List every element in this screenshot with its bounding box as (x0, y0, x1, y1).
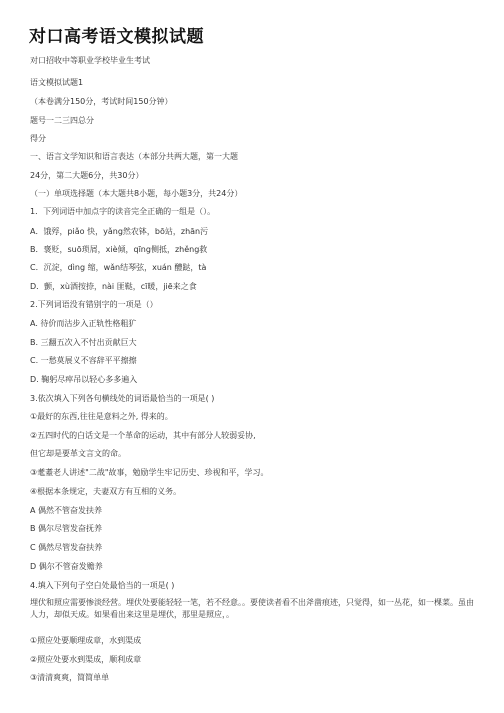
option-b: B．褒贬，suō琐屑，xiè倾，qīng侧抵，zhěng救 (30, 245, 208, 254)
sentence-4: ④根据本条规定，夫妻双方有互相的义务。 (30, 487, 182, 496)
option-c: C 偶然尽管发奋扶养 (30, 543, 103, 552)
option-a: A 偶然不管奋发扶养 (30, 506, 103, 515)
choice-1: ①照应处要顺理成章，水到渠成 (30, 636, 142, 645)
text-line: 题号一二三四总分 (30, 116, 94, 125)
option-b: B. 三翻五次入不忖出贡献巨大 (30, 338, 137, 347)
passage-paragraph: 埋伏和照应需要惨淡经营。埋伏处要能轻轻一笔，若不经意。。要使读者看不出斧凿痕迹，只觉得，如一丛花，如一棵菜。虽由人力，却似天成。如果看出来这里是埋伏，那里是照应，。 (30, 598, 474, 619)
text-line: 对口招收中等职业学校毕业生考试 (30, 56, 150, 65)
sentence-3: ③耄耋老人讲述"二战"故事，勉励学生牢记历史、珍视和平，学习。 (30, 468, 269, 477)
option-d: D 偶尔不管奋发赡养 (30, 562, 103, 571)
option-d: D. 鞠躬尽瘁吊以轻心多多遍入 (30, 375, 138, 384)
question-4: 4.填入下列句子空白处最恰当的一项是( ) (30, 581, 175, 590)
question-3: 3.依次填入下列各句横线处的词语最恰当的一项是( ) (30, 394, 215, 403)
text-line: 得分 (30, 134, 46, 143)
sentence-1: ①最好的东西,往往是意料之外, 得来的。 (30, 412, 173, 421)
text-line: （本卷满分150分，考试时间150分钟） (30, 97, 173, 106)
choice-2: ②照应处要水到渠成，顺利成章 (30, 655, 142, 664)
choice-3: ③清清爽爽，简简单单 (30, 673, 110, 682)
option-c: C. 一愁莫展义不容辞平平擦擦 (30, 356, 137, 365)
text-line: （一）单项选择题（本大题共8小题，每小题3分，共24分） (30, 189, 243, 198)
question-1: 1．下列词语中加点字的读音完全正确的一组是（）。 (30, 207, 216, 216)
option-c: C．沉淀，dìng 缩，wǎn结琴弦，xuán 醴跶，tà (30, 263, 207, 272)
text-line: 24分，第二大题6分，共30分） (30, 171, 144, 180)
option-a: A. 待价而沽步入正轨性格粗犷 (30, 319, 137, 328)
option-a: A．饿殍，piǎo 快，yǎng然农钵，bō站，zhān污 (30, 227, 209, 236)
text-line: 一、语言文学知识和语言表达（本部分共两大题，第一大题 (30, 152, 238, 161)
option-d: D．颤，xù酒按捺，nài 匪鞑，cī暖，jiē来之食 (30, 282, 197, 291)
option-b: B 偶尔尽管发奋抚养 (30, 524, 103, 533)
document-title: 对口高考语文模拟试题 (29, 27, 204, 47)
sentence-2: ②五四时代的白话文是一个革命的运动，其中有部分人较弱妥协, (30, 431, 256, 440)
text-line: 语文模拟试题1 (30, 78, 84, 87)
text-line: 但它却是要革文言文的命。 (30, 449, 126, 458)
question-2: 2.下列词语没有错别字的一项是（） (30, 300, 158, 309)
